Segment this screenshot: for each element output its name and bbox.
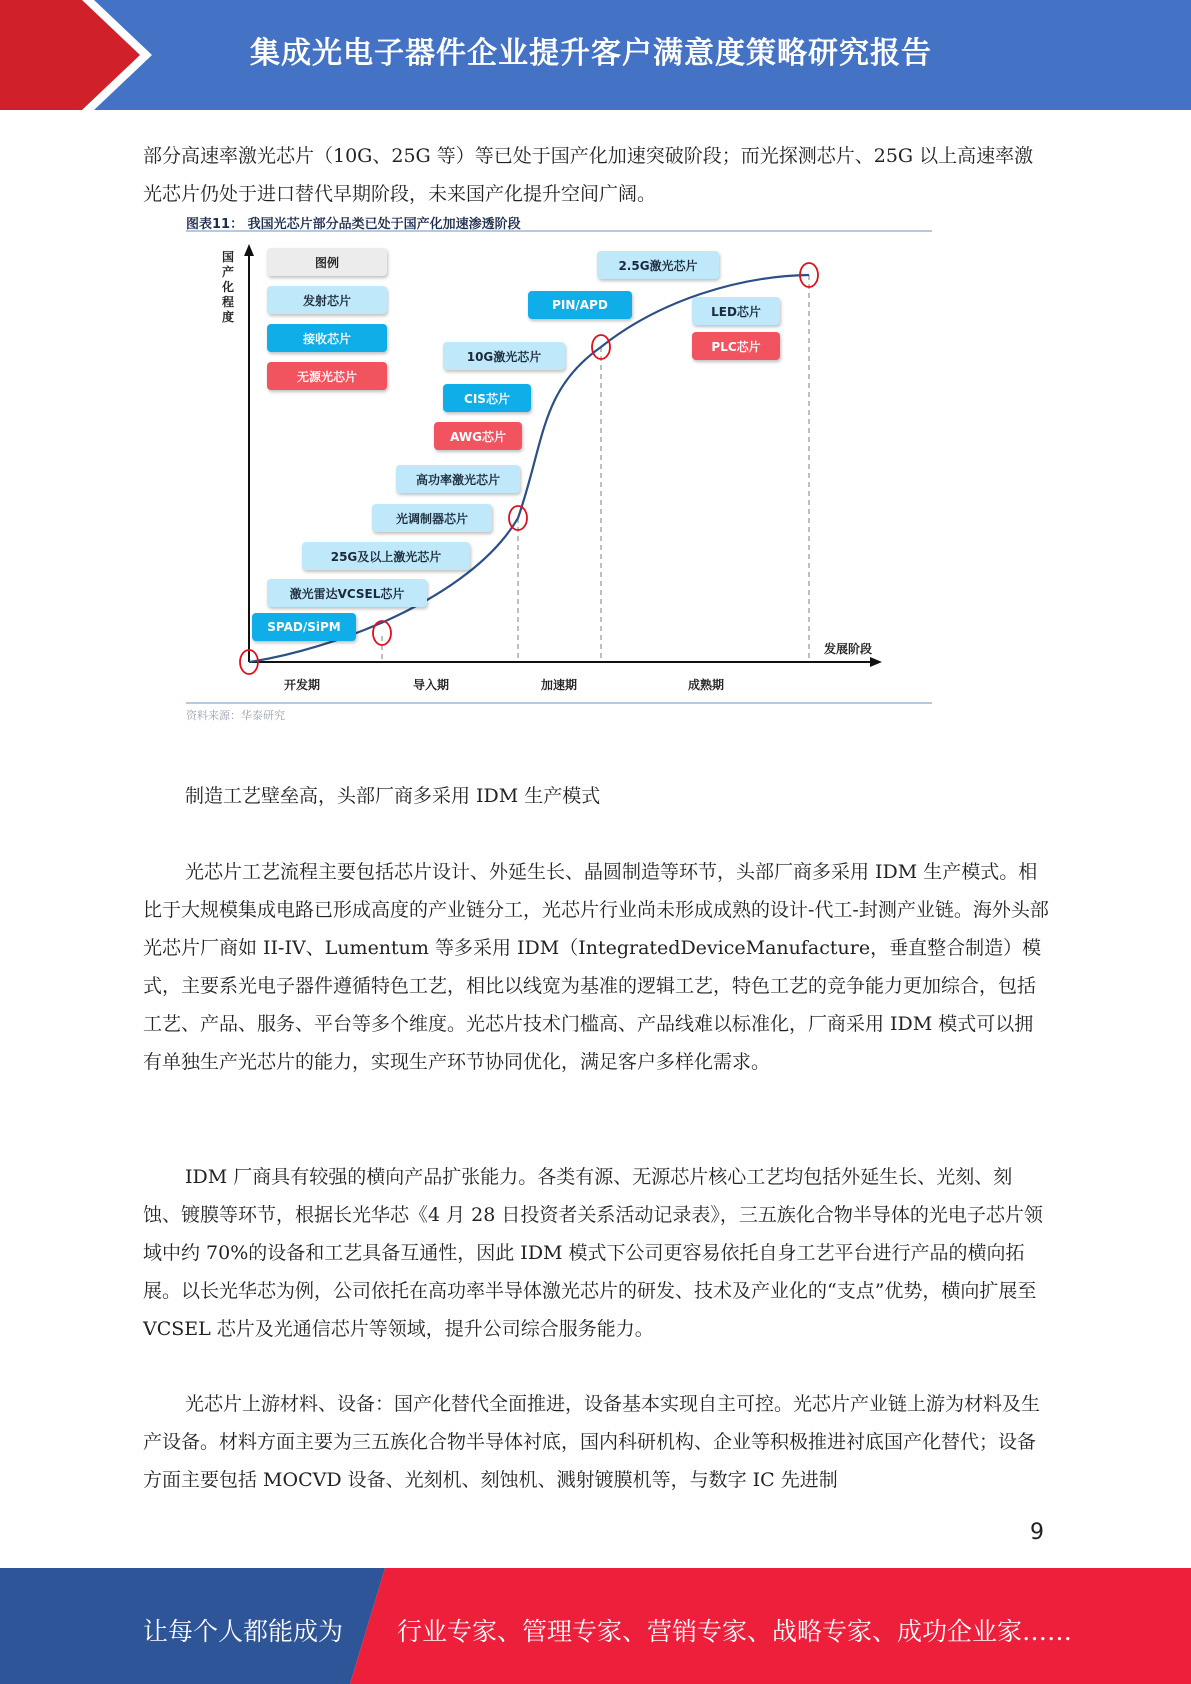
chip-awg: AWG芯片	[434, 422, 522, 450]
body-paragraph-1: 光芯片工艺流程主要包括芯片设计、外延生长、晶圆制造等环节，头部厂商多采用 IDM 生产模式。相比于大规模集成电路已形成高度的产业链分工，光芯片行业尚未形成成熟的设计-代工-封测产业链。海外头部光芯片厂商如 II-IV、Lumentum 等多采用 IDM（IntegratedDeviceManufacture，垂直整合制造）模式，主要系光电子器件遵循特色工艺，相比以线宽为基准的逻辑工艺，特色工艺的竞争能力更加综合，包括工艺、产品、服务、平台等多个维度。光芯片技术门槛高、产品线难以标准化，厂商采用 IDM 模式可以拥有单独生产光芯片的能力，实现生产环节协同优化，满足客户多样化需求。	[143, 861, 1049, 1073]
chip-25g-plus-laser: 25G及以上激光芯片	[302, 542, 470, 570]
chip-pin-apd: PIN/APD	[528, 291, 632, 319]
page-number: 9	[1030, 1520, 1044, 1545]
x-axis-label: 发展阶段	[824, 642, 873, 656]
y-axis-arrow	[244, 244, 254, 256]
chip-lidar-vcsel: 激光雷达VCSEL芯片	[267, 579, 427, 607]
footer-slogan-right: 行业专家、管理专家、营销专家、战略专家、成功企业家……	[397, 1617, 1073, 1646]
body-paragraph-2: IDM 厂商具有较强的横向产品扩张能力。各类有源、无源芯片核心工艺均包括外延生长、光刻、刻蚀、镀膜等环节，根据长光华芯《4 月 28 日投资者关系活动记录表》，三五族化合物半导体的光电子芯片领域中约 70%的设备和工艺具备互通性，因此 IDM 模式下公司更容易依托自身工艺平台进行产品的横向拓展。以长光华芯为例，公司依托在高功率半导体激光芯片的研发、技术及产业化的“支点”优势，横向扩展至 VCSEL 芯片及光通信芯片等领域，提升公司综合服务能力。	[143, 1166, 1043, 1340]
figure-chart	[0, 0, 1191, 760]
legend-receive-chip: 接收芯片	[267, 324, 387, 352]
x-axis-arrow	[870, 657, 882, 667]
header-title: 集成光电子器件企业提升客户满意度策略研究报告	[250, 36, 932, 71]
chip-led: LED芯片	[692, 297, 780, 325]
stage-label-2: 导入期	[413, 678, 450, 692]
legend-emit-chip: 发射芯片	[267, 286, 387, 314]
footer-slogan-left: 让每个人都能成为	[143, 1617, 344, 1646]
chip-2-5g-laser: 2.5G激光芯片	[597, 251, 719, 279]
curve-marker-2	[373, 621, 391, 645]
y-axis-label: 国产化程度	[222, 250, 235, 324]
figure-source: 资料来源：华泰研究	[186, 709, 285, 722]
legend-title: 图例	[267, 248, 387, 276]
page-footer	[0, 1568, 1191, 1684]
stage-label-1: 开发期	[284, 678, 321, 692]
chip-plc: PLC芯片	[692, 332, 780, 360]
chip-10g-laser: 10G激光芯片	[443, 342, 565, 370]
stage-label-3: 加速期	[541, 678, 578, 692]
legend-passive-chip: 无源光芯片	[267, 362, 387, 390]
intro-paragraph: 部分高速率激光芯片（10G、25G 等）等已处于国产化加速突破阶段；而光探测芯片、25G 以上高速率激光芯片仍处于进口替代早期阶段，未来国产化提升空间广阔。	[143, 145, 1034, 205]
chip-cis: CIS芯片	[443, 384, 531, 412]
body-paragraph-3: 光芯片上游材料、设备：国产化替代全面推进，设备基本实现自主可控。光芯片产业链上游为材料及生产设备。材料方面主要为三五族化合物半导体衬底，国内科研机构、企业等积极推进衬底国产化替代；设备方面主要包括 MOCVD 设备、光刻机、刻蚀机、溅射镀膜机等，与数字 IC 先进制	[143, 1393, 1041, 1491]
section-subheading: 制造工艺壁垒高，头部厂商多采用 IDM 生产模式	[185, 785, 601, 807]
chip-high-power-laser: 高功率激光芯片	[396, 465, 520, 493]
stage-label-4: 成熟期	[688, 678, 725, 692]
chip-modulator: 光调制器芯片	[372, 504, 492, 532]
figure-title: 图表11： 我国光芯片部分品类已处于国产化加速渗透阶段	[186, 217, 521, 232]
chip-spad-sipm: SPAD/SiPM	[252, 613, 356, 641]
